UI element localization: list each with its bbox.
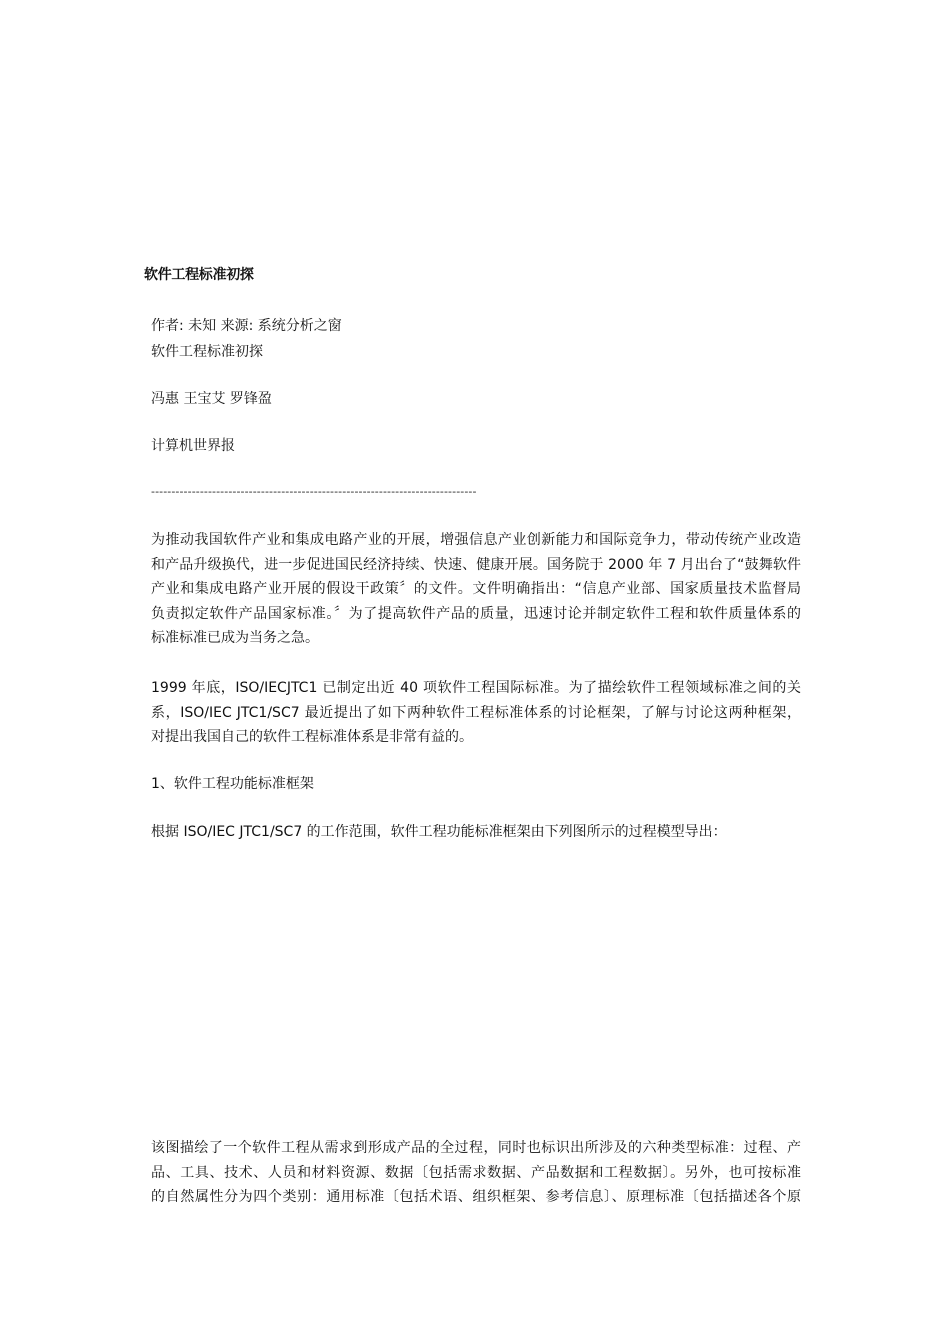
author-source-line: 作者: 未知 来源: 系统分析之窗: [151, 318, 342, 334]
figure-placeholder: [151, 860, 801, 1120]
paragraph-line: 对提出我国自己的软件工程标准体系是非常有益的。: [151, 729, 473, 745]
paragraph-line: 系，ISO/IEC JTC1/SC7 最近提出了如下两种软件工程标准体系的讨论框架，了解与讨论这两种框架，: [151, 704, 801, 721]
paragraph-iso: [151, 676, 801, 750]
publication-line: 计算机世界报: [151, 438, 235, 454]
paragraph-line: 标准标准已成为当务之急。: [151, 630, 319, 646]
subtitle-line: 软件工程标准初探: [151, 344, 263, 360]
paragraph-line: 为推动我国软件产业和集成电路产业的开展，增强信息产业创新能力和国际竞争力，带动传统产业改造: [151, 532, 801, 548]
paragraph-figure-description: [151, 1136, 801, 1210]
authors-line: 冯惠 王宝艾 罗锋盈: [151, 391, 272, 407]
paragraph-line: 产业和集成电路产业开展的假设干政策〞的文件。文件明确指出：“信息产业部、国家质量技术监督局: [151, 581, 801, 597]
paragraph-line: 该图描绘了一个软件工程从需求到形成产品的全过程，同时也标识出所涉及的六种类型标准：过程、产: [151, 1140, 801, 1156]
paragraph-line: 负责拟定软件产品国家标准。〞为了提高软件产品的质量，迅速讨论并制定软件工程和软件质量体系的: [151, 605, 801, 622]
separator-line: --------------------------------------------------------------------------------: [151, 485, 477, 498]
document-title: 软件工程标准初探: [144, 267, 254, 283]
paragraph-intro: [151, 528, 801, 651]
paragraph-line: 的自然属性分为四个类别：通用标准〔包括术语、组织框架、参考信息〕、原理标准〔包括描述各个原: [151, 1189, 801, 1205]
paragraph-line: 1999 年底，ISO/IECJTC1 已制定出近 40 项软件工程国际标准。为了描绘软件工程领域标准之间的关: [151, 680, 801, 696]
paragraph-line: 品、工具、技术、人员和材料资源、数据〔包括需求数据、产品数据和工程数据〕。另外，也可按标准: [151, 1164, 801, 1181]
section-heading-1: [151, 772, 801, 797]
paragraph-line: 和产品升级换代，进一步促进国民经济持续、快速、健康开展。国务院于 2000 年 7 月出台了“鼓舞软件: [151, 556, 801, 573]
paragraph-line: 根据 ISO/IEC JTC1/SC7 的工作范围，软件工程功能标准框架由下列图所示的过程模型导出：: [151, 824, 727, 840]
paragraph-line: 1、软件工程功能标准框架: [151, 776, 314, 792]
paragraph-framework: [151, 820, 801, 845]
